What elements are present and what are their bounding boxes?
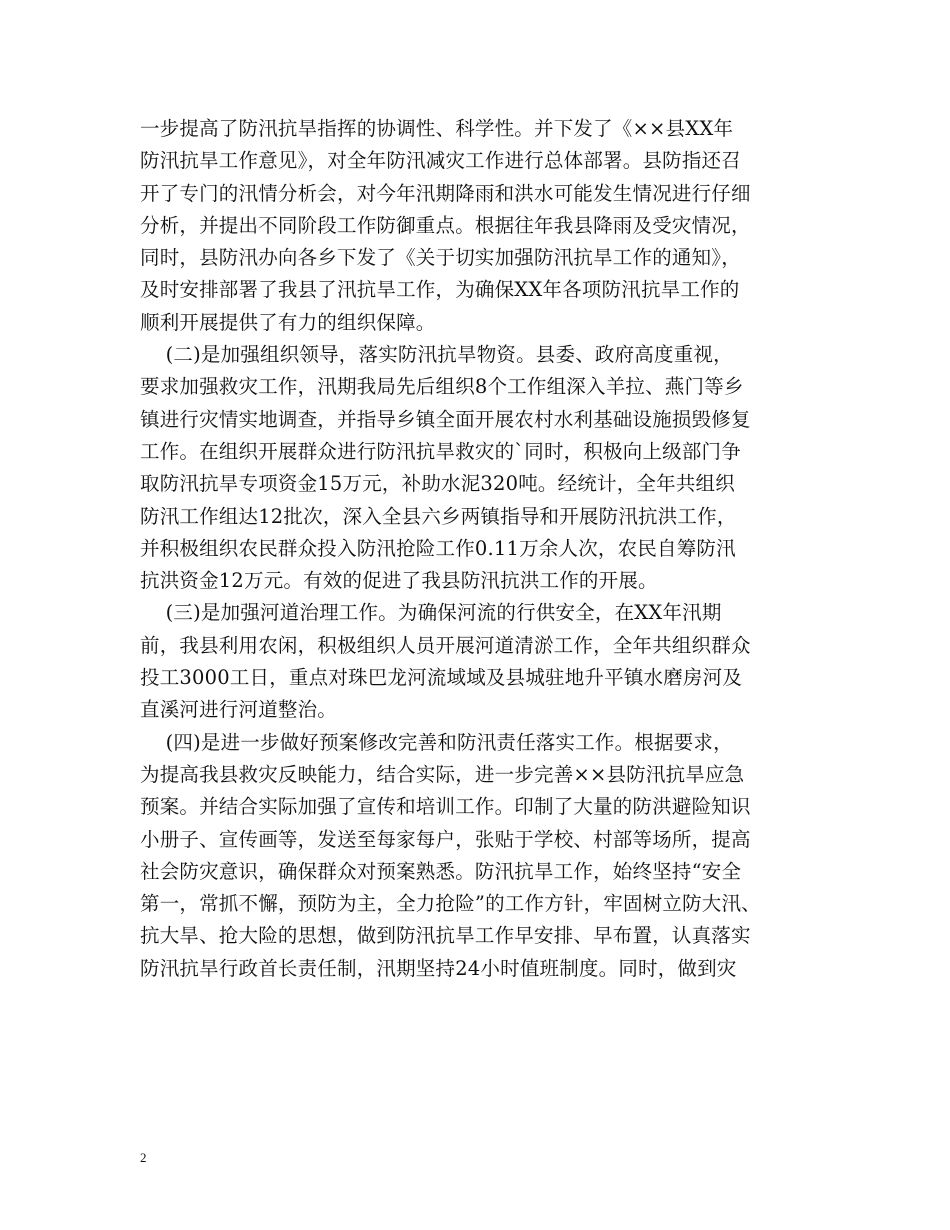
text-line: 要求加强救灾工作，汛期我局先后组织8个工作组深入羊拉、燕门等乡	[140, 375, 744, 399]
text-line: 并积极组织农民群众投入防汛抢险工作0.11万余人次，农民自筹防汛	[140, 536, 736, 560]
text-line: 一步提高了防汛抗旱指挥的协调性、科学性。并下发了《××县XX年	[140, 117, 734, 140]
text-line: 分析，并提出不同阶段工作防御重点。根据往年我县降雨及受灾情况，	[140, 213, 751, 237]
text-line: (二)是加强组织领导，落实防汛抗旱物资。县委、政府高度重视，	[140, 343, 733, 367]
text-line: 前，我县利用农闲，积极组织人员开展河道清淤工作，全年共组织群众	[140, 633, 751, 657]
text-line: 防汛工作组达12批次，深入全县六乡两镇指导和开展防汛抗洪工作，	[140, 504, 737, 528]
text-line: 小册子、宣传画等，发送至每家每户，张贴于学校、村部等场所，提高	[140, 827, 751, 851]
text-line: 同时，县防汛办向各乡下发了《关于切实加强防汛抗旱工作的通知》，	[140, 246, 741, 270]
text-line: 及时安排部署了我县了汛抗旱工作，为确保XX年各项防汛抗旱工作的	[140, 278, 740, 302]
text-line: 直溪河进行河道整治。	[140, 698, 338, 722]
text-line: 第一，常抓不懈，预防为主，全力抢险”的工作方针，牢固树立防大汛、	[140, 892, 761, 916]
text-line: 镇进行灾情实地调查，并指导乡镇全面开展农村水利基础设施损毁修复	[140, 407, 751, 431]
text-line: 防汛抗旱行政首长责任制，汛期坚持24小时值班制度。同时，做到灾	[140, 956, 737, 980]
text-line: 顺利开展提供了有力的组织保障。	[140, 310, 436, 334]
text-line: 社会防灾意识，确保群众对预案熟悉。防汛抗旱工作，始终坚持“安全	[140, 859, 742, 883]
body-text	[140, 113, 830, 985]
text-line: (四)是进一步做好预案修改完善和防汛责任落实工作。根据要求，	[140, 730, 733, 754]
text-line: 取防汛抗旱专项资金15万元，补助水泥320吨。经统计，全年共组织	[140, 472, 735, 496]
text-line: 抗洪资金12万元。有效的促进了我县防汛抗洪工作的开展。	[140, 569, 658, 593]
page-number: 2	[140, 1150, 147, 1165]
text-line: 预案。并结合实际加强了宣传和培训工作。印制了大量的防洪避险知识	[140, 795, 751, 819]
text-line: 投工3000工日，重点对珠巴龙河流域域及县城驻地升平镇水磨房河及	[140, 666, 743, 690]
text-line: 防汛抗旱工作意见》，对全年防汛减灾工作进行总体部署。县防指还召	[140, 149, 741, 173]
text-line: 工作。在组织开展群众进行防汛抗旱救灾的`同时，积极向上级部门争	[140, 439, 741, 463]
text-line: 开了专门的汛情分析会，对今年汛期降雨和洪水可能发生情况进行仔细	[140, 181, 751, 205]
text-line: (三)是加强河道治理工作。为确保河流的行供安全，在XX年汛期	[140, 601, 722, 625]
text-line: 抗大旱、抢大险的思想，做到防汛抗旱工作早安排、早布置，认真落实	[140, 924, 751, 948]
text-line: 为提高我县救灾反映能力，结合实际，进一步完善××县防汛抗旱应急	[140, 762, 745, 786]
